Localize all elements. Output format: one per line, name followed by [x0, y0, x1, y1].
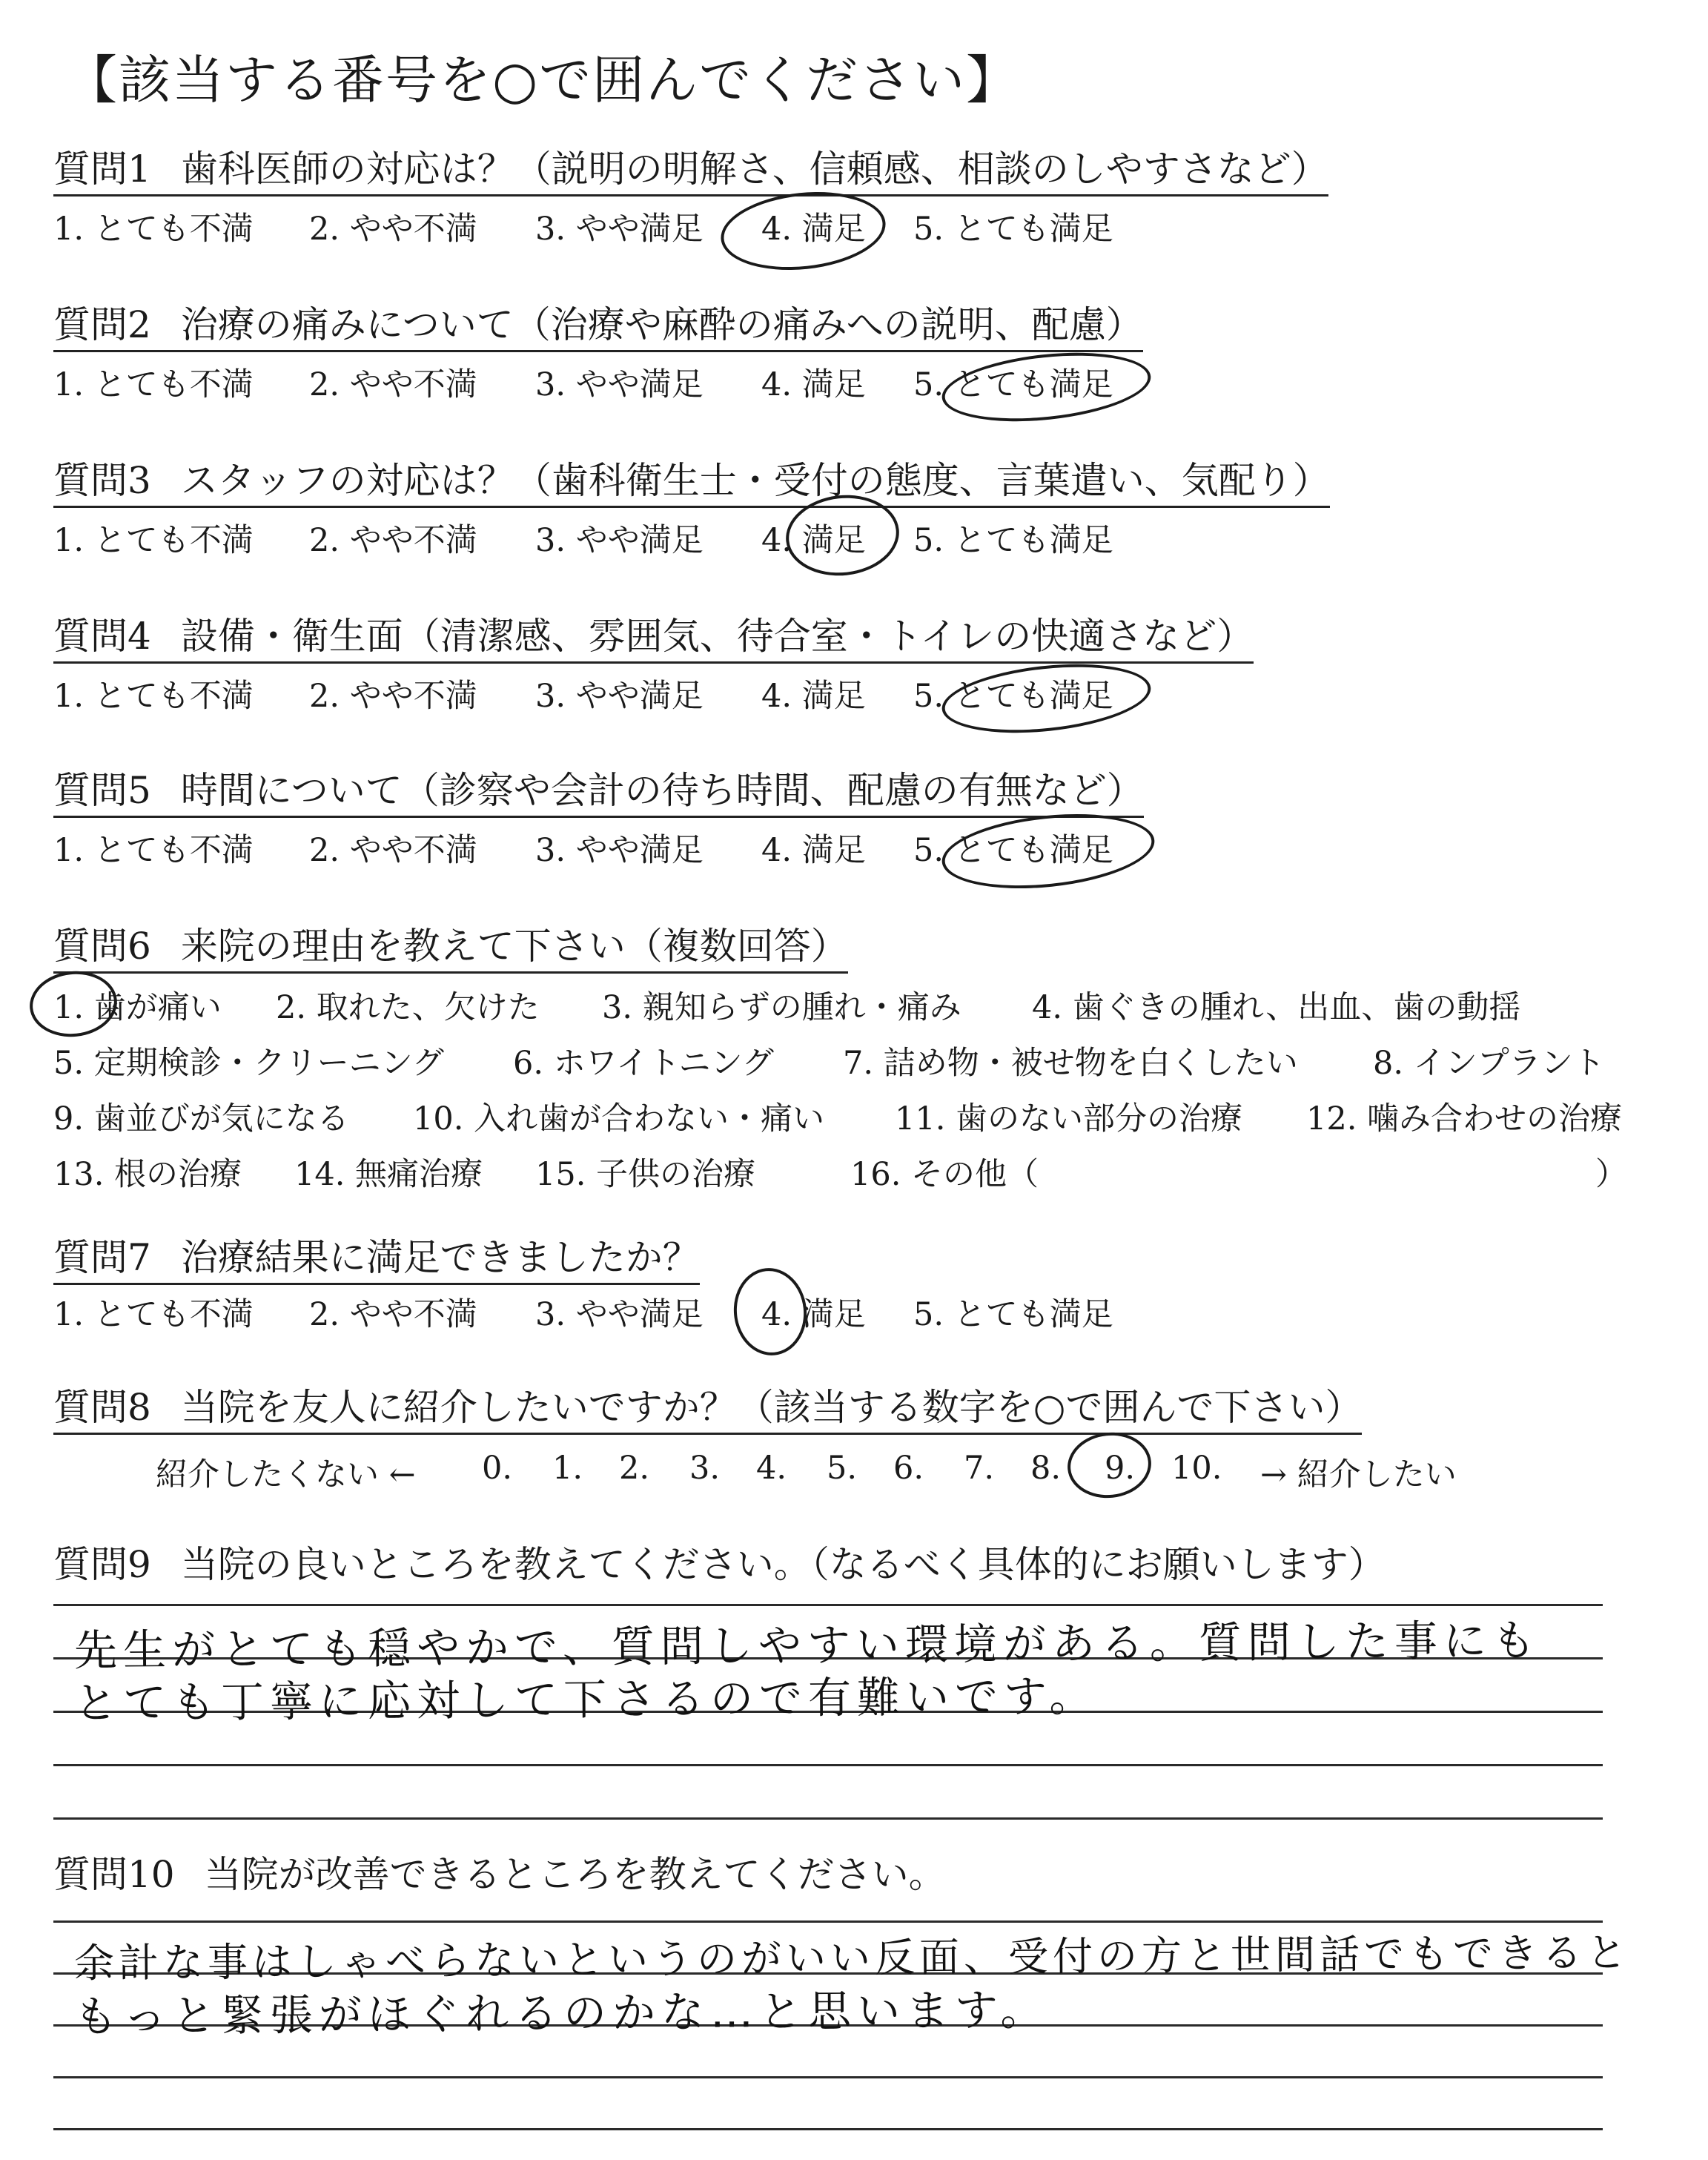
q4-option-3[interactable]: 3. やや満足 [535, 678, 704, 715]
q8-scale-6[interactable]: 6. [893, 1450, 924, 1487]
q3-option-5[interactable]: 5. とても満足 [913, 522, 1113, 559]
q10-answer-line-5 [53, 2128, 1603, 2130]
q2-option-5[interactable]: 5. とても満足 [913, 366, 1113, 403]
question-6-title [53, 925, 848, 974]
q2-option-3[interactable]: 3. やや満足 [535, 366, 704, 403]
q10-handwritten-answer-2: もっと緊張がほぐれるのかな…と思います。 [73, 1984, 1050, 2042]
q4-option-5[interactable]: 5. とても満足 [913, 678, 1113, 715]
q5-option-3[interactable]: 3. やや満足 [535, 832, 704, 869]
q8-left-label: 紹介したくない ← [156, 1456, 416, 1493]
q8-scale-0[interactable]: 0. [482, 1450, 513, 1487]
question-10-number: 質問10 [53, 1853, 175, 1896]
q8-scale-9[interactable]: 9. [1105, 1450, 1136, 1487]
q8-scale-1[interactable]: 1. [552, 1450, 583, 1487]
question-8-text: 当院を友人に紹介したいですか？（該当する数字を○で囲んで下さい） [180, 1386, 1363, 1429]
q6-option-15[interactable]: 15. 子供の治療 [535, 1156, 756, 1193]
q2-option-4[interactable]: 4. 満足 [761, 366, 866, 403]
q6-row-4 [53, 1149, 1669, 1193]
question-10-text: 当院が改善できるところを教えてください。 [204, 1853, 946, 1896]
q3-option-4[interactable]: 4. 満足 [761, 522, 866, 559]
q6-option-11[interactable]: 11. 歯のない部分の治療 [895, 1100, 1243, 1137]
q10-handwritten-answer-1: 余計な事はしゃべらないというのがいい反面、受付の方と世間話でもできると [73, 1929, 1632, 1987]
q6-option-4[interactable]: 4. 歯ぐきの腫れ、出血、歯の動揺 [1032, 989, 1521, 1026]
q4-option-1[interactable]: 1. とても不満 [53, 678, 254, 715]
question-8-number: 質問8 [53, 1386, 151, 1429]
q7-option-3[interactable]: 3. やや満足 [535, 1296, 704, 1333]
q6-answer-circle [27, 967, 121, 1041]
question-9-number: 質問9 [53, 1543, 151, 1586]
q6-option-2[interactable]: 2. 取れた、欠けた [276, 989, 540, 1026]
q1-option-2[interactable]: 2. やや不満 [309, 211, 477, 248]
question-4-text: 設備・衛生面（清潔感、雰囲気、待合室・トイレの快適さなど） [180, 615, 1254, 658]
q3-option-2[interactable]: 2. やや不満 [309, 522, 477, 559]
q5-answer-circle [939, 805, 1158, 898]
question-2-text: 治療の痛みについて（治療や麻酔の痛みへの説明、配慮） [180, 303, 1143, 346]
question-9-text: 当院の良いところを教えてください。（なるべく具体的にお願いします） [180, 1543, 1386, 1586]
q6-option-1[interactable]: 1. 歯が痛い [53, 989, 222, 1026]
q9-answer-line-1 [53, 1604, 1603, 1606]
question-10-title [53, 1854, 946, 1900]
q2-option-1[interactable]: 1. とても不満 [53, 366, 254, 403]
q9-answer-line-4 [53, 1764, 1603, 1766]
question-3-text: スタッフの対応は？（歯科衛生士・受付の態度、言葉遣い、気配り） [180, 459, 1330, 502]
q6-option-6[interactable]: 6. ホワイトニング [513, 1045, 774, 1082]
question-9-title [53, 1544, 1386, 1590]
q8-answer-circle [1065, 1428, 1155, 1502]
q6-option-3[interactable]: 3. 親知らずの腫れ・痛み [602, 989, 961, 1026]
q6-option-9[interactable]: 9. 歯並びが気になる [53, 1100, 349, 1137]
q6-option-8[interactable]: 8. インプラント [1373, 1045, 1605, 1082]
q6-option-10[interactable]: 10. 入れ歯が合わない・痛い [413, 1100, 825, 1137]
q9-handwritten-answer-2: とても丁寧に応対して下さるので有難いです。 [73, 1671, 1099, 1728]
question-1-title [53, 148, 1328, 196]
q1-option-3[interactable]: 3. やや満足 [535, 211, 704, 248]
question-6-text: 来院の理由を教えて下さい（複数回答） [180, 925, 848, 968]
question-5-number: 質問5 [53, 769, 151, 812]
q6-other-close-paren: ） [1595, 1156, 1627, 1193]
question-7-title [53, 1237, 700, 1285]
q9-answer-line-5 [53, 1817, 1603, 1820]
q2-answer-circle [939, 343, 1154, 430]
question-8-title [53, 1387, 1362, 1435]
q7-option-5[interactable]: 5. とても満足 [913, 1296, 1113, 1333]
question-5-title [53, 770, 1144, 818]
question-7-number: 質問7 [53, 1236, 151, 1279]
q7-option-1[interactable]: 1. とても不満 [53, 1296, 254, 1333]
q1-option-5[interactable]: 5. とても満足 [913, 211, 1113, 248]
q1-answer-circle [717, 185, 890, 278]
q8-scale-10[interactable]: 10. [1171, 1450, 1222, 1487]
q1-option-1[interactable]: 1. とても不満 [53, 211, 254, 248]
q3-option-3[interactable]: 3. やや満足 [535, 522, 704, 559]
q6-option-5[interactable]: 5. 定期検診・クリーニング [53, 1045, 444, 1082]
q5-option-4[interactable]: 4. 満足 [761, 832, 866, 869]
q8-scale-5[interactable]: 5. [827, 1450, 858, 1487]
q8-scale [156, 1450, 1490, 1493]
q8-right-label: → 紹介したい [1260, 1456, 1457, 1493]
q8-scale-2[interactable]: 2. [619, 1450, 650, 1487]
q6-option-7[interactable]: 7. 詰め物・被せ物を白くしたい [843, 1045, 1298, 1082]
q2-option-2[interactable]: 2. やや不満 [309, 366, 477, 403]
question-3-number: 質問3 [53, 459, 151, 502]
q8-scale-4[interactable]: 4. [756, 1450, 787, 1487]
question-4-number: 質問4 [53, 615, 151, 658]
q6-option-13[interactable]: 13. 根の治療 [53, 1156, 242, 1193]
question-3-title [53, 460, 1330, 508]
q6-option-14[interactable]: 14. 無痛治療 [294, 1156, 483, 1193]
q6-row-3 [53, 1094, 1669, 1137]
q4-answer-circle [939, 655, 1154, 742]
question-6-number: 質問6 [53, 925, 151, 968]
q5-option-2[interactable]: 2. やや不満 [309, 832, 477, 869]
q1-option-4[interactable]: 4. 満足 [761, 211, 866, 248]
question-2-title [53, 304, 1143, 352]
q8-scale-3[interactable]: 3. [689, 1450, 721, 1487]
question-2-number: 質問2 [53, 303, 151, 346]
q8-scale-8[interactable]: 8. [1030, 1450, 1062, 1487]
q9-handwritten-answer-1: 先生がとても穏やかで、質問しやすい環境がある。質問した事にも [73, 1615, 1542, 1676]
q4-option-4[interactable]: 4. 満足 [761, 678, 866, 715]
q7-option-4[interactable]: 4. 満足 [761, 1296, 866, 1333]
question-7-text: 治療結果に満足できましたか？ [180, 1236, 700, 1279]
q6-row-2 [53, 1038, 1669, 1082]
q7-option-2[interactable]: 2. やや不満 [309, 1296, 477, 1333]
page-heading: 【該当する番号を○で囲んでください】 [65, 50, 1020, 110]
q4-option-2[interactable]: 2. やや不満 [309, 678, 477, 715]
q6-row-1 [53, 982, 1669, 1026]
question-1-text: 歯科医師の対応は？（説明の明解さ、信頼感、相談のしやすさなど） [180, 148, 1328, 191]
q6-option-12[interactable]: 12. 噛み合わせの治療 [1306, 1100, 1623, 1137]
q7-answer-circle [729, 1264, 811, 1359]
q5-option-1[interactable]: 1. とても不満 [53, 832, 254, 869]
q6-option-16[interactable]: 16. その他（ [850, 1156, 1039, 1193]
q10-answer-line-4 [53, 2076, 1603, 2078]
question-5-text: 時間について（診察や会計の待ち時間、配慮の有無など） [180, 769, 1144, 812]
question-1-number: 質問1 [53, 148, 151, 191]
q3-option-1[interactable]: 1. とても不満 [53, 522, 254, 559]
question-4-title [53, 615, 1254, 664]
q8-scale-7[interactable]: 7. [964, 1450, 995, 1487]
q5-option-5[interactable]: 5. とても満足 [913, 832, 1113, 869]
